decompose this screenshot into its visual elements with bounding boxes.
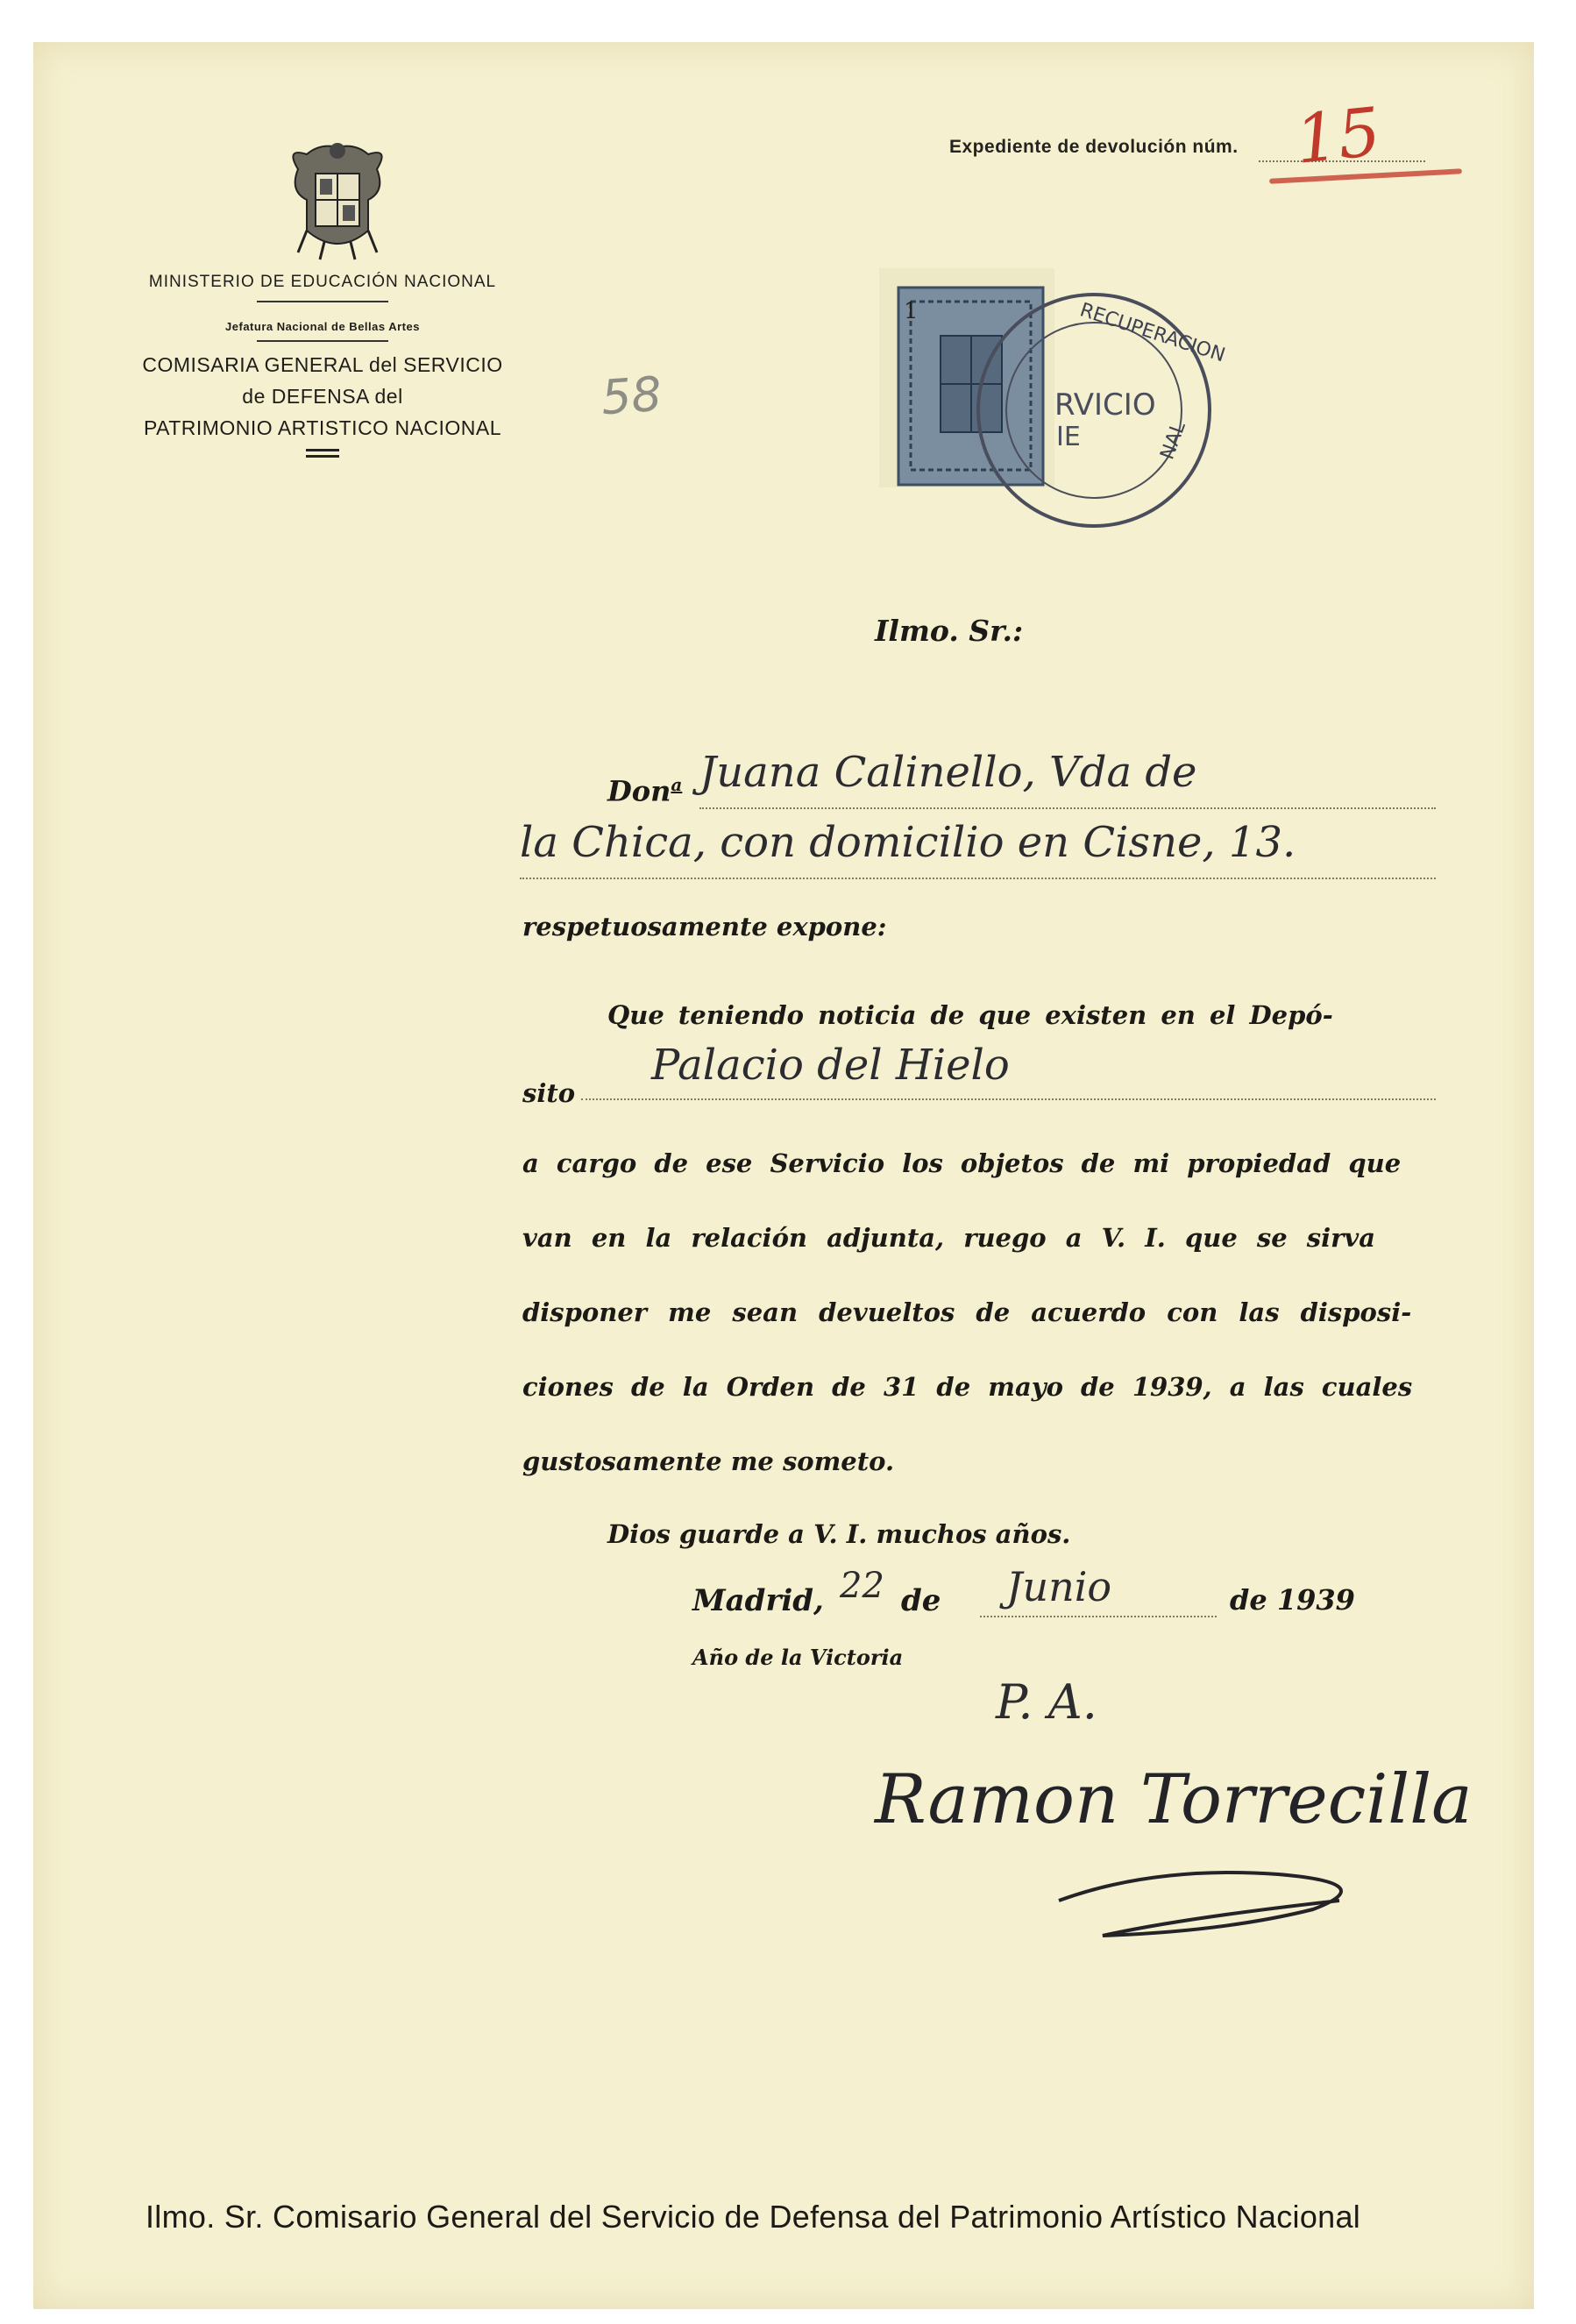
handwritten-address: la Chica, con domicilio en Cisne, 13. (520, 818, 1296, 867)
date-city: Madrid, (692, 1583, 824, 1618)
stamp-value: 1 (904, 298, 919, 324)
paragraph-line: ciones de la Orden de 31 de mayo de 1939, a las cuales (522, 1372, 1413, 1402)
seal-inner-text: RVICIO (1054, 387, 1156, 423)
expone-text: respetuosamente expone: (522, 912, 887, 942)
jefatura-title: Jefatura Nacional de Bellas Artes (225, 320, 420, 333)
handwritten-deposito: Palacio del Hielo (651, 1041, 1010, 1090)
date-month: Junio (1006, 1563, 1112, 1610)
prefix-superscript: a (671, 774, 683, 795)
double-rule (306, 449, 339, 458)
por-autorizacion: P. A. (996, 1674, 1097, 1730)
document-page (33, 42, 1534, 2309)
paragraph-line: gustosamente me someto. (522, 1446, 895, 1476)
paragraph-line: Que teniendo noticia de que existen en el Depó- (607, 1000, 1333, 1030)
letterhead (86, 273, 559, 458)
handwritten-name: Juana Calinello, Vda de (699, 748, 1197, 797)
deposito-line (581, 1041, 1436, 1100)
salutation: Ilmo. Sr.: (875, 614, 1024, 648)
footer-addressee: Ilmo. Sr. Comisario General del Servicio de Defensa del Patrimonio Artístico Nacional (146, 2199, 1361, 2235)
date-month-line (980, 1616, 1217, 1617)
date-year: de 1939 (1230, 1583, 1355, 1617)
divider (257, 301, 388, 302)
comisaria-line: de DEFENSA del (242, 385, 403, 408)
seal-text-top: RECUPERACION (1076, 299, 1228, 367)
seal-inner-text: IE (1056, 422, 1081, 452)
ministry-title: MINISTERIO DE EDUCACIÓN NACIONAL (148, 273, 497, 291)
expediente-label: Expediente de devolución núm. (949, 137, 1239, 157)
ano-de-la-victoria: Año de la Victoria (692, 1645, 904, 1670)
sito-label: sito (522, 1078, 576, 1108)
pencil-note: 58 (599, 366, 664, 426)
paragraph-line: disponer me sean devueltos de acuerdo con las disposi- (522, 1297, 1412, 1327)
petitioner-line-2 (520, 818, 1436, 879)
petitioner-prefix (607, 774, 682, 808)
comisaria-line: COMISARIA GENERAL del SERVICIO (142, 353, 503, 376)
comisaria-line: PATRIMONIO ARTISTICO NACIONAL (143, 416, 502, 439)
divider (257, 340, 388, 342)
date-day: 22 (840, 1566, 884, 1606)
prefix-text: Don (607, 774, 671, 808)
closing-text: Dios guarde a V. I. muchos años. (607, 1519, 1071, 1549)
paragraph-line: a cargo de ese Servicio los objetos de mi propiedad que (522, 1148, 1402, 1178)
seal-text-side: NAL (1156, 418, 1190, 463)
date-de: de (901, 1583, 941, 1618)
signature: Ramon Torrecilla (875, 1760, 1473, 1839)
coat-of-arms-icon (280, 139, 394, 261)
signature-flourish-icon (1050, 1848, 1418, 1953)
paragraph-line: van en la relación adjunta, ruego a V. I. que se sirva (522, 1223, 1376, 1253)
petitioner-line-1 (699, 748, 1436, 809)
comisaria-title (86, 349, 559, 444)
expediente-number: 15 (1291, 92, 1385, 179)
revenue-stamp-icon (853, 252, 1256, 568)
